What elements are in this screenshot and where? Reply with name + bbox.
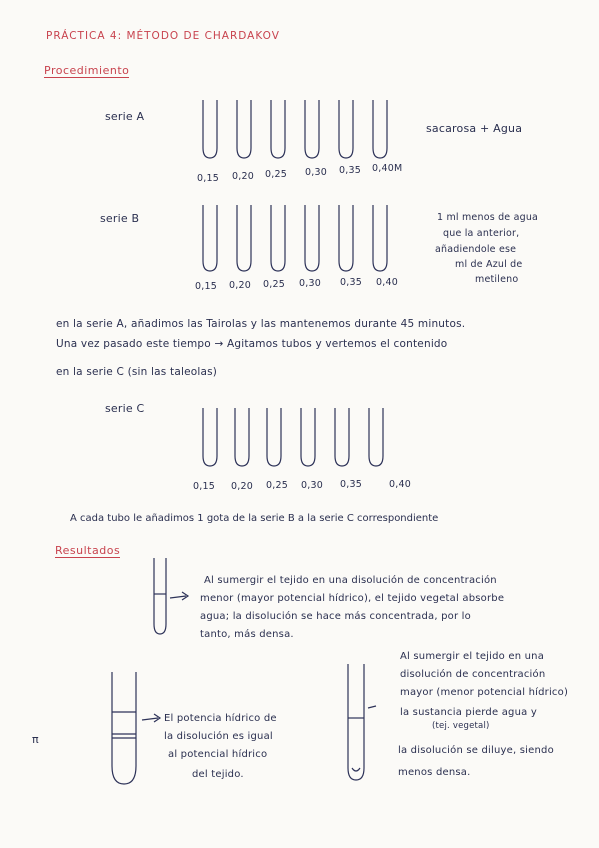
serie-b-conc-5: 0,35 <box>340 277 362 288</box>
case1-line-3: agua; la disolución se hace más concentrada, por lo <box>200 611 471 622</box>
serie-b-conc-4: 0,30 <box>299 278 321 289</box>
serie-b-conc-6: 0,40 <box>376 277 398 288</box>
case2-line-3: al potencial hídrico <box>168 749 268 760</box>
serie-b-conc-3: 0,25 <box>263 279 285 290</box>
serie-c-note: A cada tubo le añadimos 1 gota de la serie B a la serie C correspondiente <box>70 513 439 524</box>
case2-line-4: del tejido. <box>192 769 244 780</box>
serie-c-conc-4: 0,30 <box>301 480 323 491</box>
serie-c-conc-3: 0,25 <box>266 480 288 491</box>
serie-b-tubes <box>195 205 395 275</box>
paragraph-line-3: en la serie C (sin las taleolas) <box>56 366 218 378</box>
serie-a-label: serie A <box>105 110 145 123</box>
serie-a-conc-3: 0,25 <box>265 169 287 180</box>
case3-line-2: disolución de concentración <box>400 669 546 680</box>
case1-line-4: tanto, más densa. <box>200 629 294 640</box>
serie-c-conc-2: 0,20 <box>231 481 253 492</box>
serie-a-conc-2: 0,20 <box>232 171 254 182</box>
serie-b-conc-1: 0,15 <box>195 281 217 292</box>
serie-a-conc-1: 0,15 <box>197 173 219 184</box>
serie-c-label: serie C <box>105 402 145 415</box>
serie-b-label: serie B <box>100 212 140 225</box>
serie-b-note-4: ml de Azul de <box>455 259 523 270</box>
case1-line-2: menor (mayor potencial hídrico), el tejido vegetal absorbe <box>200 593 505 604</box>
paragraph-line-1: en la serie A, añadimos las Tairolas y las mantenemos durante 45 minutos. <box>56 318 466 330</box>
serie-c-conc-1: 0,15 <box>193 481 215 492</box>
serie-a-tubes <box>195 100 395 162</box>
serie-b-note-2: que la anterior, <box>443 228 520 239</box>
serie-b-conc-2: 0,20 <box>229 280 251 291</box>
result-tube-3 <box>342 664 402 786</box>
case1-line-1: Al sumergir el tejido en una disolución de concentración <box>204 575 497 586</box>
serie-b-note-5: metileno <box>475 274 519 285</box>
case3-line-3: mayor (menor potencial hídrico) <box>400 687 569 698</box>
case3-line-5: la disolución se diluye, siendo <box>398 745 554 756</box>
results-heading: Resultados <box>55 544 121 557</box>
case2-line-2: la disolución es igual <box>164 731 273 742</box>
procedure-heading: Procedimiento <box>44 64 130 77</box>
serie-b-note-1: 1 ml menos de agua <box>437 212 539 223</box>
result-tube-1 <box>148 558 208 638</box>
serie-a-note: sacarosa + Agua <box>426 122 523 135</box>
serie-a-conc-4: 0,30 <box>305 167 327 178</box>
serie-c-conc-6: 0,40 <box>389 479 411 490</box>
case2-line-1: El potencia hídrico de <box>164 713 277 724</box>
margin-mark: π <box>32 733 39 746</box>
serie-a-conc-5: 0,35 <box>339 165 361 176</box>
serie-a-conc-6: 0,40M <box>372 163 403 174</box>
case3-inset: (tej. vegetal) <box>432 721 490 731</box>
paragraph-line-2: Una vez pasado este tiempo → Agitamos tubos y vertemos el contenido <box>56 338 448 350</box>
case3-line-4: la sustancia pierde agua y <box>400 707 537 718</box>
case3-line-6: menos densa. <box>398 767 471 778</box>
serie-c-tubes <box>195 408 395 470</box>
serie-c-conc-5: 0,35 <box>340 479 362 490</box>
practice-title: PRÁCTICA 4: MÉTODO DE CHARDAKOV <box>46 30 280 42</box>
case3-line-1: Al sumergir el tejido en una <box>400 651 545 662</box>
serie-b-note-3: añadiendole ese <box>435 244 517 255</box>
